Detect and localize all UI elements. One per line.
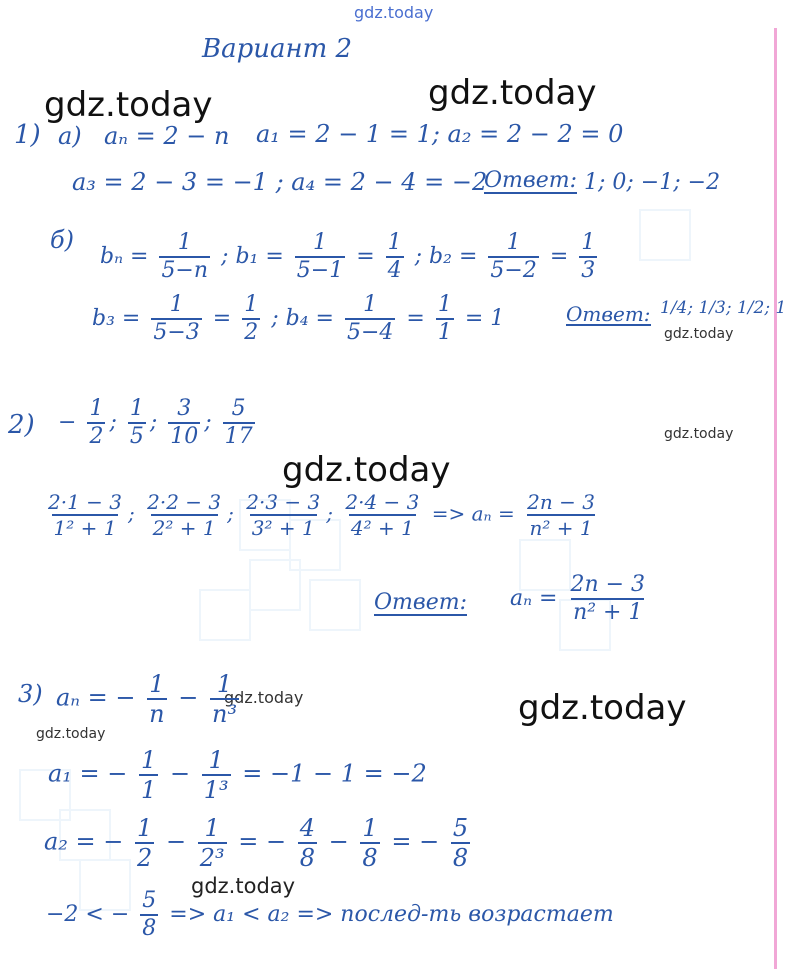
task-1a-formula: aₙ = 2 − n (104, 122, 230, 150)
watermark: gdz.today (664, 326, 734, 342)
fraction: $\frac{1}{5-3}$ (153, 292, 200, 345)
task-2-derivation: $\frac{2\cdot 1 - 3}{\text{1² + 1}}$ ; $\frac{2\cdot 2 - 3}{\text{2² + 1}}$ ; $\frac{2\cdot 3 - 3}{\text{3² + 1}}$ ; $\frac{2\cdot 4 - 3}{\text{4² + 1}}$ => aₙ = $\frac{2n - 3}{\text{n² + 1}}$ (48, 490, 595, 540)
task-3-conclusion: −2 < − $\frac{5}{8}$ => a₁ < a₂ => послед-ть возрастает (46, 888, 614, 941)
task-1a-answer-word: Ответ: (484, 168, 577, 193)
fraction: $\frac{2n - 3}{\text{n² + 1}}$ (527, 490, 595, 540)
fraction: $\frac{1}{\text{1³}}$ (203, 746, 229, 804)
task-1b-label: б) (50, 226, 75, 254)
watermark: gdz.today (191, 874, 296, 898)
fraction: $\frac{5}{17}$ (224, 396, 253, 449)
task-2-answer-word: Ответ: (374, 590, 467, 615)
task-2-sequence: − $\frac{1}{2}$ ; $\frac{1}{5}$ ; $\frac{3}{10}$ ; $\frac{5}{17}$ (58, 396, 253, 449)
fraction: $\frac{1}{2}$ (89, 396, 104, 449)
task-1a-line1: a₁ = 2 − 1 = 1; a₂ = 2 − 2 = 0 (256, 120, 624, 148)
task-2-answer: aₙ = $\frac{2n - 3}{\text{n² + 1}}$ (510, 572, 646, 625)
watermark: gdz.today (428, 73, 597, 113)
task-1b-answer-word: Ответ: (566, 302, 651, 326)
fraction: $\frac{5}{8}$ (452, 814, 469, 872)
watermark: gdz.today (664, 426, 734, 442)
task-1-label: 1) (14, 120, 41, 150)
fraction: $\frac{4}{8}$ (299, 814, 316, 872)
task-3-a1: a₁ = − $\frac{1}{1}$ − $\frac{1}{\text{1³}}$ = −1 − 1 = −2 (48, 746, 427, 804)
page-margin-line (774, 28, 777, 969)
fraction: $\frac{1}{8}$ (362, 814, 378, 872)
watermark: gdz.today (36, 726, 106, 742)
task-3-a2: a₂ = − $\frac{1}{2}$ − $\frac{1}{\text{2³}}$ = − $\frac{4}{8}$ − $\frac{1}{8}$ = − $\frac{5}{8}$ (44, 814, 469, 872)
task-1a-answer: 1; 0; −1; −2 (584, 170, 721, 195)
task-2-label: 2) (8, 410, 35, 440)
fraction: $\frac{1}{5-n}$ (161, 230, 209, 283)
fraction: $\frac{1}{1}$ (437, 292, 452, 345)
fraction: $\frac{1}{n}$ (149, 670, 165, 728)
fraction: $\frac{1}{4}$ (387, 230, 402, 283)
page-title: Вариант 2 (202, 34, 353, 64)
task-3-formula: aₙ = − $\frac{1}{n}$ − $\frac{1}{\text{n³}}$ (56, 670, 238, 728)
fraction: $\frac{1}{3}$ (581, 230, 596, 283)
watermark-top: gdz.today (354, 3, 434, 22)
fraction: $\frac{5}{8}$ (142, 888, 157, 941)
watermark: gdz.today (224, 688, 304, 707)
fraction: $\frac{1}{2}$ (137, 814, 153, 872)
fraction: $\frac{1}{\text{n³}}$ (212, 670, 238, 728)
task-1b-answer: 1/4; 1/3; 1/2; 1 (660, 298, 787, 318)
fraction: $\frac{2\cdot 3 - 3}{\text{3² + 1}}$ (246, 490, 321, 540)
task-1a-label: a) (58, 122, 82, 150)
fraction: $\frac{3}{10}$ (170, 396, 199, 449)
fraction: $\frac{1}{1}$ (141, 746, 157, 804)
watermark: gdz.today (518, 688, 687, 728)
fraction: $\frac{2\cdot 1 - 3}{\text{1² + 1}}$ (48, 490, 123, 540)
fraction: $\frac{1}{5-2}$ (490, 230, 537, 283)
fraction: $\frac{2\cdot 4 - 3}{\text{4² + 1}}$ (345, 490, 420, 540)
fraction: $\frac{1}{5-4}$ (346, 292, 394, 345)
watermark: gdz.today (44, 85, 213, 125)
task-3-label: 3) (18, 680, 43, 708)
fraction: $\frac{2n - 3}{\text{n² + 1}}$ (570, 572, 646, 625)
task-1b-line2: b₃ = $\frac{1}{5-3}$ = $\frac{1}{2}$ ; b₄ = $\frac{1}{5-4}$ = $\frac{1}{1}$ = 1 (92, 292, 505, 345)
fraction: $\frac{1}{5}$ (129, 396, 144, 449)
task-1b-line1: bₙ = $\frac{1}{5-n}$ ; b₁ = $\frac{1}{5-1}$ = $\frac{1}{4}$ ; b₂ = $\frac{1}{5-2}$ = $\frac{1}{3}$ (100, 230, 596, 283)
fraction: $\frac{1}{5-1}$ (296, 230, 344, 283)
task-1a-line2: a₃ = 2 − 3 = −1 ; a₄ = 2 − 4 = −2 (72, 168, 488, 196)
fraction: $\frac{1}{\text{2³}}$ (199, 814, 225, 872)
fraction: $\frac{1}{2}$ (244, 292, 259, 345)
watermark: gdz.today (282, 450, 451, 490)
fraction: $\frac{2\cdot 2 - 3}{\text{2² + 1}}$ (147, 490, 222, 540)
